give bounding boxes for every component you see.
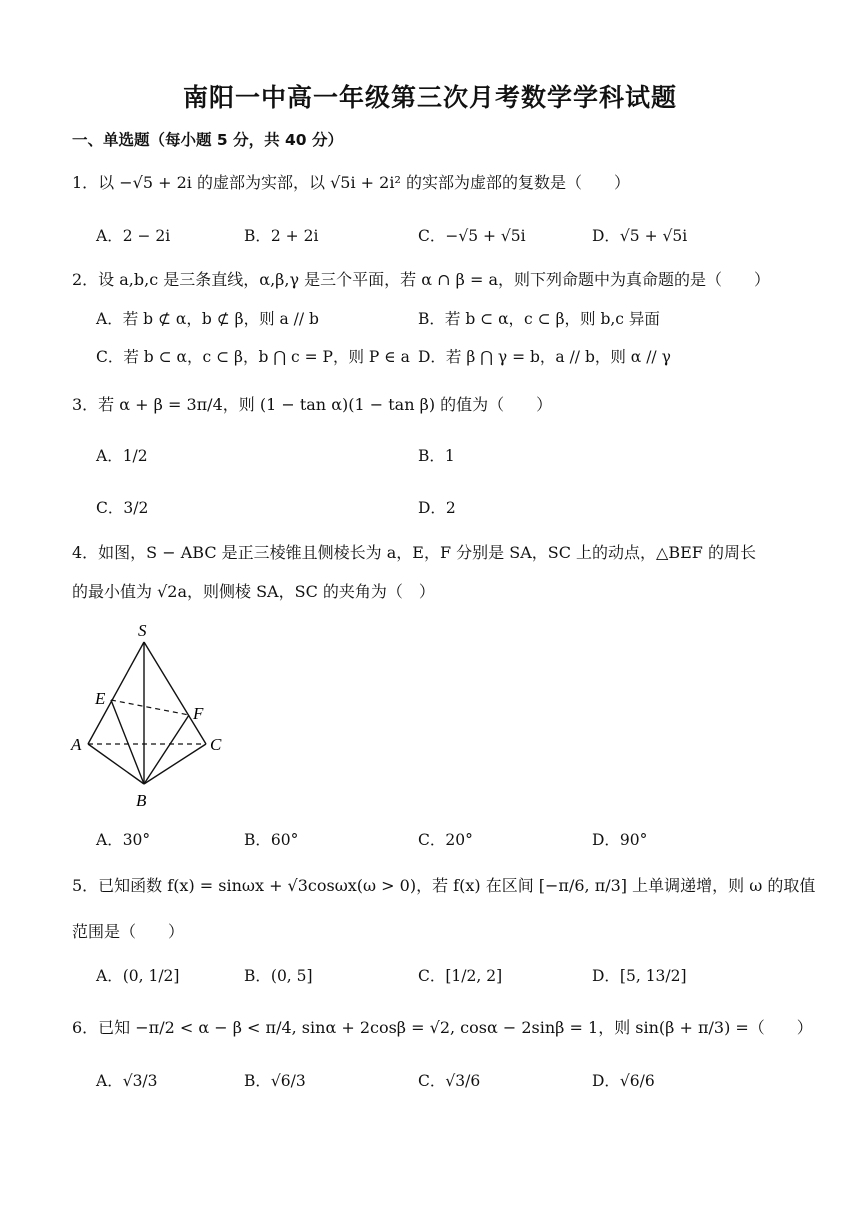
q1-option-b: B．2 + 2i <box>244 227 319 245</box>
q1-option-a: A．2 − 2i <box>96 227 171 245</box>
q3-option-d: D．2 <box>418 499 456 517</box>
q3-option-c: C．3/2 <box>96 499 149 517</box>
edge-sc <box>144 642 206 744</box>
q5-option-a: A．(0, 1/2] <box>96 967 180 985</box>
q1-option-c: C．−√5 + √5i <box>418 227 526 245</box>
q6-option-d: D．√6/6 <box>592 1072 655 1090</box>
q4-option-a: A．30° <box>96 831 151 849</box>
pyramid-diagram <box>68 616 238 816</box>
q6-option-c: C．√3/6 <box>418 1072 481 1090</box>
segment-fb <box>144 715 189 784</box>
q4-option-c: C．20° <box>418 831 473 849</box>
q5-option-c: C．[1/2, 2] <box>418 967 503 985</box>
q5-option-d: D．[5, 13/2] <box>592 967 687 985</box>
q3-stem: 3．若 α + β = 3π/4，则 (1 − tan α)(1 − tan β) 的值为（ ） <box>72 395 553 414</box>
q6-option-a: A．√3/3 <box>96 1072 158 1090</box>
segment-ef <box>111 700 189 715</box>
q6-option-b: B．√6/3 <box>244 1072 306 1090</box>
q2-option-c: C．若 b ⊂ α，c ⊂ β，b ⋂ c = P，则 P ∈ a <box>96 348 410 366</box>
label-s: S <box>138 621 147 640</box>
q4-option-b: B．60° <box>244 831 299 849</box>
page-title: 南阳一中高一年级第三次月考数学学科试题 <box>182 83 677 112</box>
edge-cb <box>144 744 206 784</box>
label-b: B <box>136 791 147 810</box>
q5-option-b: B．(0, 5] <box>244 967 313 985</box>
q1-stem: 1．以 −√5 + 2i 的虚部为实部，以 √5i + 2i² 的实部为虚部的复数是（ ） <box>72 173 630 192</box>
q5-stem-line1: 5．已知函数 f(x) = sinωx + √3cosωx(ω > 0)，若 f(x) 在区间 [−π/6, π/3] 上单调递增，则 ω 的取值 <box>72 876 816 895</box>
q2-option-b: B．若 b ⊂ α，c ⊂ β，则 b,c 异面 <box>418 310 660 328</box>
q6-stem: 6．已知 −π/2 < α − β < π/4, sinα + 2cosβ = √2, cosα − 2sinβ = 1，则 sin(β + π/3) =（ ） <box>72 1018 813 1037</box>
q5-stem-line2: 范围是（ ） <box>72 922 185 941</box>
q3-option-a: A．1/2 <box>96 447 148 465</box>
section-heading: 一、单选题（每小题 5 分，共 40 分） <box>72 131 343 149</box>
q4-stem-line1: 4．如图，S − ABC 是正三棱锥且侧棱长为 a，E，F 分别是 SA，SC 上的动点，△BEF 的周长 <box>72 543 756 562</box>
label-c: C <box>210 735 222 754</box>
q2-stem: 2．设 a,b,c 是三条直线，α,β,γ 是三个平面，若 α ∩ β = a，则下列命题中为真命题的是（ ） <box>72 270 770 289</box>
label-f: F <box>193 704 204 723</box>
q3-option-b: B．1 <box>418 447 455 465</box>
q4-stem-line2: 的最小值为 √2a，则侧棱 SA，SC 的夹角为（ ） <box>72 582 435 601</box>
q4-option-d: D．90° <box>592 831 648 849</box>
q1-option-d: D．√5 + √5i <box>592 227 688 245</box>
q2-option-a: A．若 b ⊄ α，b ⊄ β，则 a // b <box>96 310 319 328</box>
label-a: A <box>71 735 82 754</box>
q2-option-d: D．若 β ⋂ γ = b，a // b，则 α // γ <box>418 348 671 366</box>
label-e: E <box>95 689 106 708</box>
